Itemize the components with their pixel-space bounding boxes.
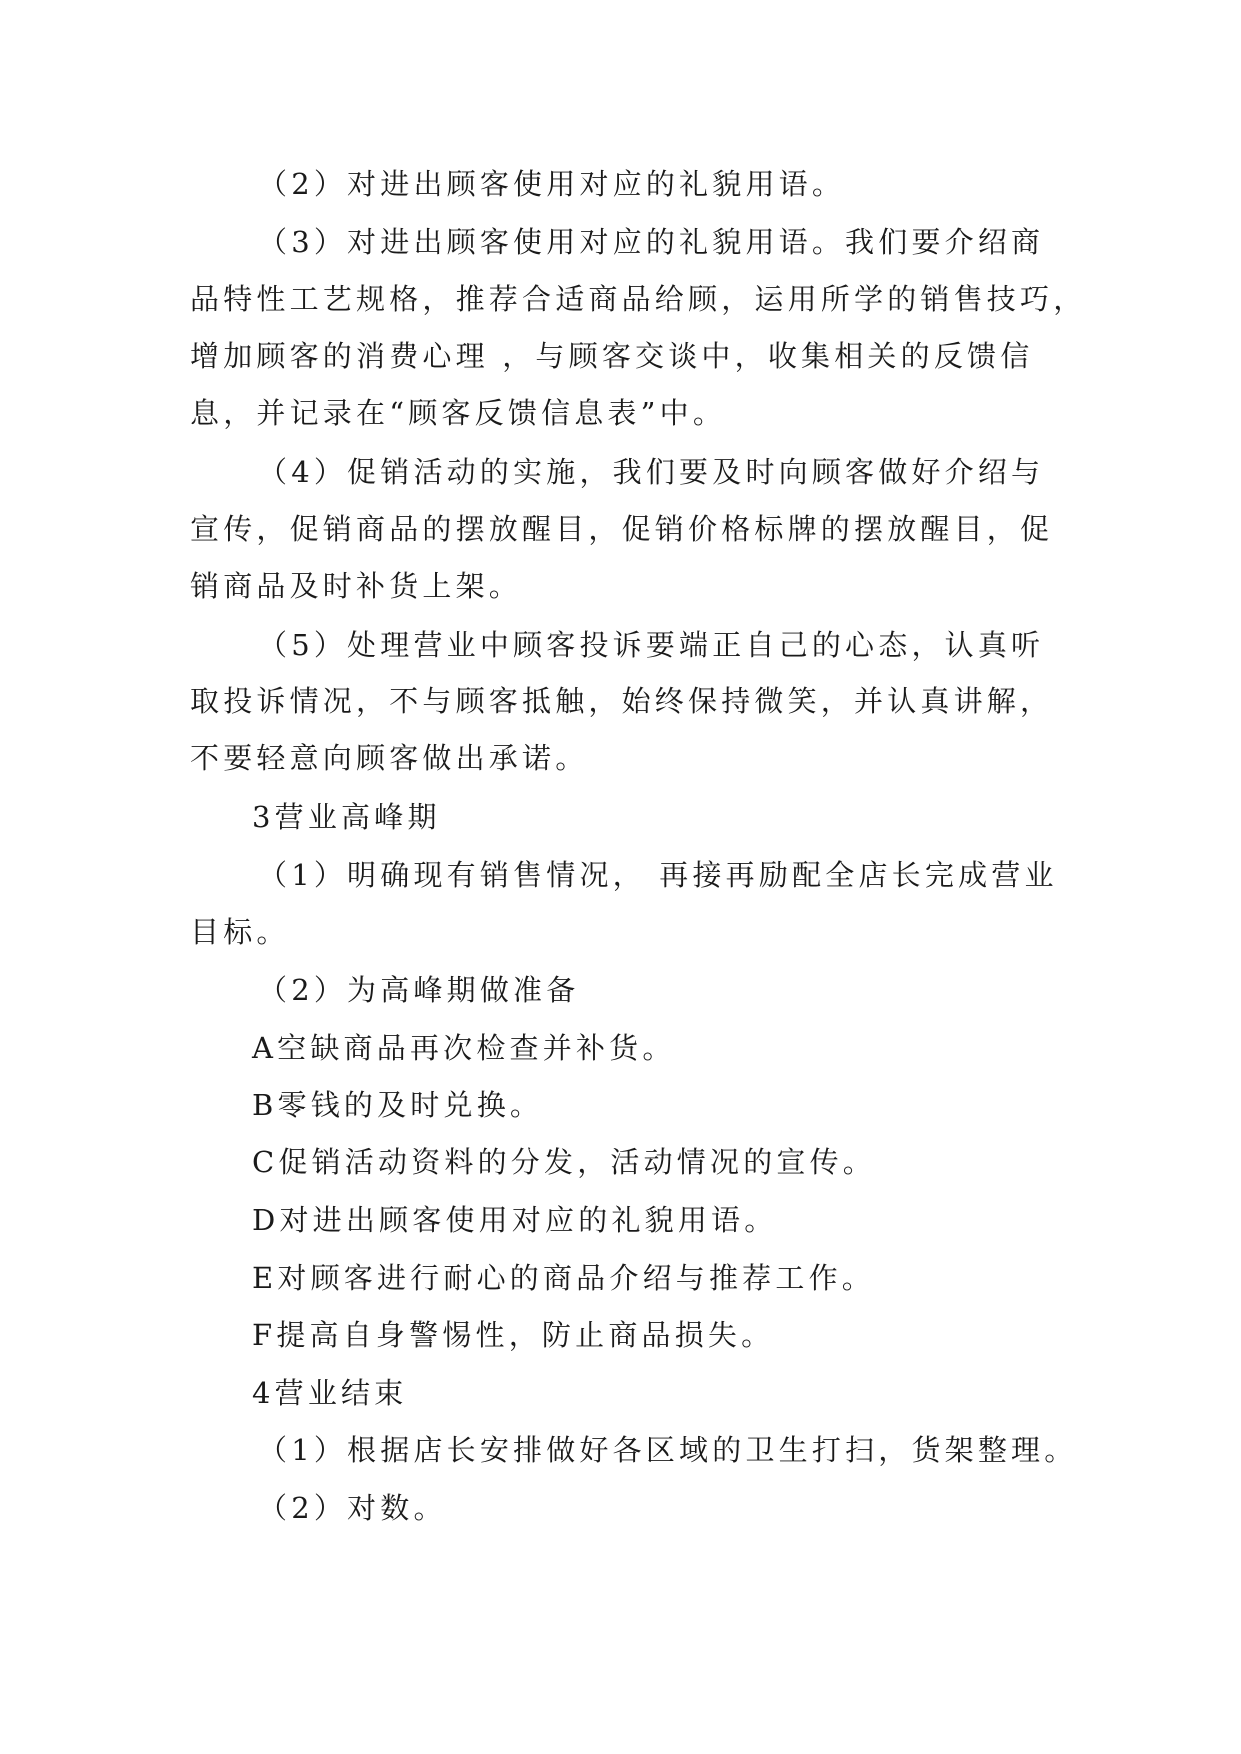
paragraph-line: （1）明确现有销售情况， 再接再励配全店长完成营业 — [258, 858, 1058, 892]
section-heading: 3营业高峰期 — [252, 800, 441, 834]
paragraph-line: （2）为高峰期做准备 — [258, 973, 580, 1007]
paragraph-line: 取投诉情况，不与顾客抵触，始终保持微笑，并认真讲解， — [190, 684, 1054, 718]
paragraph-line: 目标。 — [190, 915, 290, 949]
paragraph-line: （2）对进出顾客使用对应的礼貌用语。 — [258, 167, 846, 201]
paragraph-line: 增加顾客的消费心理 ，与顾客交谈中，收集相关的反馈信 — [190, 339, 1034, 373]
paragraph-line: 息，并记录在“顾客反馈信息表”中。 — [190, 396, 727, 430]
paragraph-line: （1）根据店长安排做好各区域的卫生打扫，货架整理。 — [258, 1433, 1078, 1467]
section-heading: 4营业结束 — [252, 1376, 408, 1410]
list-item: E对顾客进行耐心的商品介绍与推荐工作。 — [252, 1261, 875, 1295]
paragraph-line: 销商品及时补货上架。 — [190, 569, 523, 603]
paragraph-line: 宣传，促销商品的摆放醒目，促销价格标牌的摆放醒目，促 — [190, 512, 1054, 546]
list-item: D对进出顾客使用对应的礼貌用语。 — [252, 1203, 778, 1237]
paragraph-line: 不要轻意向顾客做出承诺。 — [190, 741, 589, 775]
paragraph-line: （4）促销活动的实施，我们要及时向顾客做好介绍与 — [258, 455, 1045, 489]
paragraph-line: （2）对数。 — [258, 1491, 447, 1525]
list-item: A空缺商品再次检查并补货。 — [252, 1031, 676, 1065]
paragraph-line: 品特性工艺规格，推荐合适商品给顾，运用所学的销售技巧， — [190, 282, 1087, 316]
list-item: F提高自身警惕性，防止商品损失。 — [252, 1318, 775, 1352]
paragraph-line: （5）处理营业中顾客投诉要端正自己的心态，认真听 — [258, 628, 1045, 662]
paragraph-line: （3）对进出顾客使用对应的礼貌用语。我们要介绍商 — [258, 225, 1045, 259]
list-item: C促销活动资料的分发，活动情况的宣传。 — [252, 1145, 876, 1179]
list-item: B零钱的及时兑换。 — [252, 1088, 544, 1122]
